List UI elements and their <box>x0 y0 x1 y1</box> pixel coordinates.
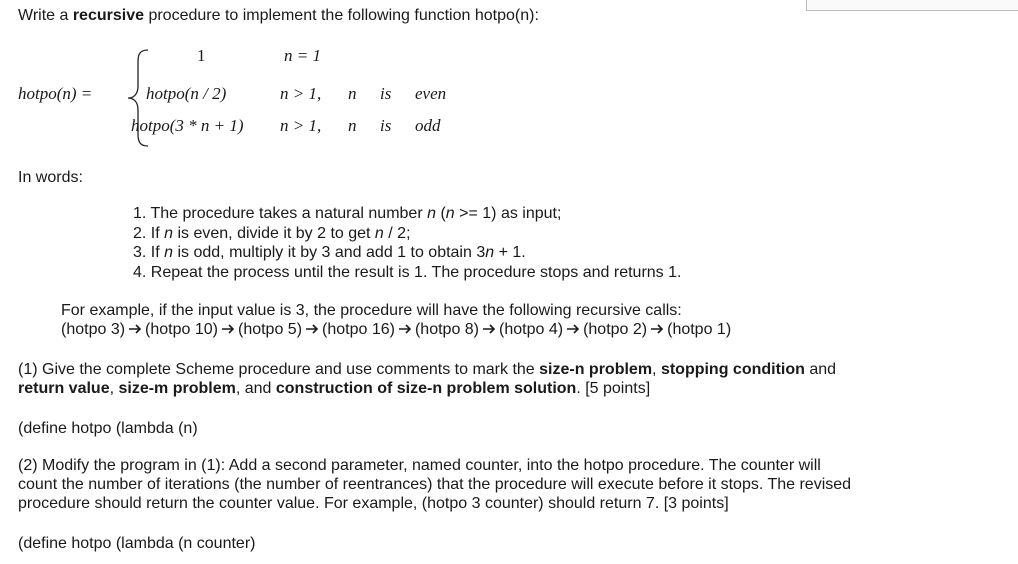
arrow-right-icon <box>221 323 235 335</box>
case-3-condition-a: n > 1, <box>280 116 322 135</box>
recursive-call: (hotpo 8) <box>414 321 480 338</box>
recursive-call-chain <box>61 320 731 339</box>
question-2-line-1: (2) Modify the program in (1): Add a second parameter, named counter, into the hotpo procedure. The counter will <box>18 457 821 474</box>
step-2: 2. If n is even, divide it by 2 to get n / 2; <box>133 224 411 242</box>
define-stub-1: (define hotpo (lambda (n) <box>18 420 198 437</box>
question-1-line-1: (1) Give the complete Scheme procedure and use comments to mark the size-n problem, stopping condition and <box>18 361 837 378</box>
recursive-call: (hotpo 16) <box>322 321 395 338</box>
term-size-n-problem: size-n problem <box>539 361 653 378</box>
term-size-m-problem: size-m problem <box>118 380 236 397</box>
arrow-right-icon <box>566 323 580 335</box>
case-1-condition: n = 1 <box>284 46 321 65</box>
term-construction: construction of size-n problem solution <box>275 380 577 397</box>
header-suffix: procedure to implement the following function hotpo(n): <box>144 7 539 24</box>
case-3-condition-b: n <box>348 116 357 135</box>
question-2-line-3: procedure should return the counter value. For example, (hotpo 3 counter) should return 7. [3 points] <box>18 495 729 512</box>
term-stopping-condition: stopping condition <box>660 361 805 378</box>
piecewise-definition <box>18 42 488 152</box>
case-2-condition-d: even <box>415 84 447 103</box>
define-stub-2: (define hotpo (lambda (n counter) <box>18 535 256 552</box>
step-3: 3. If n is odd, multiply it by 3 and add 1 to obtain 3n + 1. <box>133 244 526 261</box>
question-1-line-2: return value, size-m problem, and construction of size-n problem solution. [5 points] <box>18 380 651 397</box>
step-4: 4. Repeat the process until the result is 1. The procedure stops and returns 1. <box>133 263 682 281</box>
case-2-value: hotpo(n / 2) <box>146 84 227 103</box>
example-intro: For example, if the input value is 3, the procedure will have the following recursive calls: <box>61 302 682 319</box>
in-words-label: In words: <box>18 169 83 186</box>
case-2-condition-c: is <box>380 84 392 103</box>
question-header <box>18 6 539 26</box>
recursive-call: (hotpo 1) <box>667 321 732 338</box>
recursive-call: (hotpo 4) <box>499 321 564 338</box>
header-bold-word: recursive <box>72 7 144 24</box>
recursive-call: (hotpo 2) <box>583 321 648 338</box>
example-block <box>61 301 731 339</box>
recursive-call: (hotpo 3) <box>61 321 126 338</box>
case-2-condition-a: n > 1, <box>280 84 322 103</box>
function-lhs: hotpo(n) = <box>18 84 93 103</box>
recursive-call: (hotpo 5) <box>237 321 303 338</box>
case-1-value: 1 <box>197 46 206 65</box>
arrow-right-icon <box>650 323 664 335</box>
corner-box <box>806 0 1018 11</box>
term-return-value: return value <box>18 380 110 397</box>
case-3-value: hotpo(3 * n + 1) <box>131 116 244 135</box>
case-2-condition-b: n <box>348 84 357 103</box>
steps-list <box>133 204 681 282</box>
recursive-call: (hotpo 10) <box>145 321 218 338</box>
arrow-right-icon <box>305 323 319 335</box>
arrow-right-icon <box>398 323 412 335</box>
case-3-condition-c: is <box>380 116 392 135</box>
step-1: 1. The procedure takes a natural number n (n >= 1) as input; <box>133 205 562 222</box>
header-prefix: Write a <box>18 7 73 24</box>
arrow-right-icon <box>128 323 142 335</box>
arrow-right-icon <box>482 323 496 335</box>
case-3-condition-d: odd <box>415 116 441 135</box>
question-2-line-2: count the number of iterations (the number of reentrances) that the procedure will execute before it stops. The revised <box>18 476 852 493</box>
